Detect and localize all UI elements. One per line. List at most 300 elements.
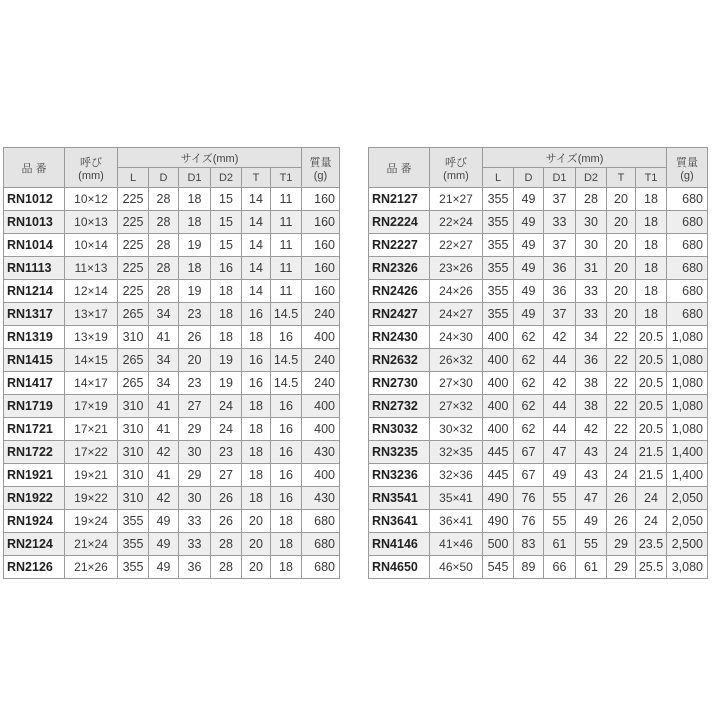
cell-D: 62 [514, 372, 544, 395]
header-D2: D2 [576, 168, 607, 188]
cell-T1: 20.5 [636, 418, 667, 441]
cell-code: RN4650 [369, 556, 430, 579]
cell-D1: 26 [179, 326, 211, 349]
cell-T: 18 [242, 487, 271, 510]
cell-D: 76 [514, 510, 544, 533]
header-T: T [242, 168, 271, 188]
cell-L: 355 [483, 234, 514, 257]
cell-L: 310 [118, 487, 149, 510]
cell-T1: 16 [271, 441, 302, 464]
cell-L: 355 [118, 533, 149, 556]
cell-D2: 16 [211, 257, 242, 280]
cell-nominal: 30×32 [430, 418, 483, 441]
cell-T1: 18 [636, 211, 667, 234]
table-row [4, 188, 340, 211]
cell-code: RN2124 [4, 533, 65, 556]
cell-L: 265 [118, 303, 149, 326]
cell-nominal: 19×21 [65, 464, 118, 487]
header-D1: D1 [179, 168, 211, 188]
cell-code: RN1317 [4, 303, 65, 326]
cell-D: 42 [149, 441, 179, 464]
cell-L: 225 [118, 188, 149, 211]
table-row [4, 395, 340, 418]
cell-code: RN1921 [4, 464, 65, 487]
cell-D2: 30 [576, 211, 607, 234]
cell-D1: 29 [179, 464, 211, 487]
cell-code: RN1012 [4, 188, 65, 211]
cell-D1: 19 [179, 280, 211, 303]
table-row [369, 395, 708, 418]
cell-D2: 31 [576, 257, 607, 280]
cell-L: 310 [118, 395, 149, 418]
cell-T: 14 [242, 257, 271, 280]
cell-D2: 28 [211, 533, 242, 556]
cell-code: RN2730 [369, 372, 430, 395]
cell-D2: 18 [211, 280, 242, 303]
table-row [369, 234, 708, 257]
cell-code: RN1924 [4, 510, 65, 533]
cell-code: RN2632 [369, 349, 430, 372]
cell-D: 34 [149, 303, 179, 326]
header-nominal-unit: (mm) [78, 169, 104, 182]
cell-code: RN3641 [369, 510, 430, 533]
cell-weight: 3,080 [667, 556, 708, 579]
table-row [4, 418, 340, 441]
cell-D1: 19 [179, 234, 211, 257]
cell-nominal: 10×12 [65, 188, 118, 211]
table-row [369, 303, 708, 326]
table-body-left [4, 188, 340, 579]
cell-T1: 18 [636, 280, 667, 303]
cell-D1: 44 [544, 395, 576, 418]
cell-L: 225 [118, 280, 149, 303]
cell-weight: 680 [667, 234, 708, 257]
cell-weight: 430 [302, 441, 340, 464]
cell-L: 355 [118, 556, 149, 579]
cell-D1: 23 [179, 372, 211, 395]
cell-D1: 37 [544, 303, 576, 326]
spec-table-left [3, 147, 340, 579]
cell-T: 20 [607, 257, 636, 280]
cell-D1: 42 [544, 326, 576, 349]
cell-D2: 27 [211, 464, 242, 487]
cell-L: 355 [483, 280, 514, 303]
cell-T1: 11 [271, 188, 302, 211]
cell-D1: 37 [544, 234, 576, 257]
cell-D1: 44 [544, 418, 576, 441]
table-row [369, 280, 708, 303]
header-T: T [607, 168, 636, 188]
cell-D1: 44 [544, 349, 576, 372]
cell-D: 28 [149, 188, 179, 211]
cell-D1: 55 [544, 510, 576, 533]
table-row [369, 418, 708, 441]
cell-T: 20 [242, 510, 271, 533]
cell-T: 14 [242, 234, 271, 257]
header-nominal-label: 呼び [80, 156, 102, 169]
cell-weight: 240 [302, 372, 340, 395]
cell-nominal: 14×15 [65, 349, 118, 372]
cell-D: 49 [514, 211, 544, 234]
cell-nominal: 22×24 [430, 211, 483, 234]
cell-T1: 16 [271, 487, 302, 510]
cell-T: 26 [607, 487, 636, 510]
cell-T1: 11 [271, 280, 302, 303]
cell-D: 49 [149, 510, 179, 533]
cell-weight: 1,400 [667, 464, 708, 487]
cell-D2: 15 [211, 211, 242, 234]
cell-D1: 33 [179, 533, 211, 556]
header-nominal [65, 148, 118, 188]
cell-code: RN1719 [4, 395, 65, 418]
cell-D2: 30 [576, 234, 607, 257]
cell-T: 18 [242, 418, 271, 441]
cell-D2: 24 [211, 395, 242, 418]
cell-D2: 38 [576, 395, 607, 418]
cell-T: 22 [607, 372, 636, 395]
header-code: 品 番 [369, 148, 430, 188]
cell-D: 67 [514, 441, 544, 464]
cell-T1: 18 [271, 556, 302, 579]
cell-D1: 30 [179, 487, 211, 510]
cell-L: 490 [483, 510, 514, 533]
cell-weight: 680 [302, 510, 340, 533]
header-weight-label: 質量 [676, 156, 698, 169]
cell-D2: 24 [211, 418, 242, 441]
cell-code: RN2126 [4, 556, 65, 579]
cell-nominal: 24×30 [430, 326, 483, 349]
cell-D: 41 [149, 326, 179, 349]
cell-T: 18 [242, 464, 271, 487]
cell-L: 225 [118, 211, 149, 234]
cell-weight: 430 [302, 487, 340, 510]
cell-T: 22 [607, 418, 636, 441]
table-row [369, 211, 708, 234]
table-row [369, 349, 708, 372]
cell-T1: 20.5 [636, 395, 667, 418]
header-D2: D2 [211, 168, 242, 188]
cell-T: 20 [607, 234, 636, 257]
cell-L: 265 [118, 349, 149, 372]
cell-L: 500 [483, 533, 514, 556]
cell-D2: 26 [211, 487, 242, 510]
cell-code: RN3541 [369, 487, 430, 510]
cell-weight: 240 [302, 349, 340, 372]
table-row [4, 349, 340, 372]
cell-code: RN1722 [4, 441, 65, 464]
table-row [4, 303, 340, 326]
cell-nominal: 19×24 [65, 510, 118, 533]
cell-T: 24 [607, 464, 636, 487]
cell-L: 265 [118, 372, 149, 395]
cell-T: 20 [242, 556, 271, 579]
cell-T: 22 [607, 326, 636, 349]
cell-code: RN2426 [369, 280, 430, 303]
cell-L: 310 [118, 441, 149, 464]
cell-code: RN2427 [369, 303, 430, 326]
cell-D1: 18 [179, 188, 211, 211]
header-size: サイズ(mm) [483, 148, 667, 168]
cell-D2: 19 [211, 372, 242, 395]
cell-T: 26 [607, 510, 636, 533]
cell-T1: 18 [636, 257, 667, 280]
cell-weight: 160 [302, 188, 340, 211]
cell-D2: 18 [211, 326, 242, 349]
header-weight-label: 質量 [309, 156, 332, 169]
cell-code: RN1214 [4, 280, 65, 303]
table-row [369, 556, 708, 579]
cell-D: 34 [149, 349, 179, 372]
cell-T1: 21.5 [636, 464, 667, 487]
cell-weight: 400 [302, 464, 340, 487]
cell-T1: 18 [271, 510, 302, 533]
cell-T: 16 [242, 372, 271, 395]
cell-code: RN1922 [4, 487, 65, 510]
cell-D1: 49 [544, 464, 576, 487]
cell-T: 14 [242, 211, 271, 234]
cell-L: 310 [118, 326, 149, 349]
cell-T1: 16 [271, 464, 302, 487]
header-T1: T1 [636, 168, 667, 188]
cell-T1: 24 [636, 487, 667, 510]
cell-D: 28 [149, 280, 179, 303]
cell-weight: 680 [667, 257, 708, 280]
cell-code: RN2127 [369, 188, 430, 211]
cell-D: 42 [149, 487, 179, 510]
cell-weight: 680 [667, 188, 708, 211]
table-body-right [369, 188, 708, 579]
cell-code: RN2224 [369, 211, 430, 234]
cell-T1: 18 [271, 533, 302, 556]
cell-D: 76 [514, 487, 544, 510]
cell-D: 34 [149, 372, 179, 395]
cell-weight: 400 [302, 326, 340, 349]
cell-D: 49 [149, 533, 179, 556]
cell-T: 16 [242, 349, 271, 372]
table-row [4, 234, 340, 257]
cell-D2: 43 [576, 464, 607, 487]
cell-D2: 28 [211, 556, 242, 579]
cell-code: RN1417 [4, 372, 65, 395]
cell-D2: 34 [576, 326, 607, 349]
cell-T: 18 [242, 441, 271, 464]
cell-D2: 49 [576, 510, 607, 533]
cell-D1: 18 [179, 257, 211, 280]
cell-T1: 18 [636, 234, 667, 257]
cell-D1: 61 [544, 533, 576, 556]
cell-nominal: 27×30 [430, 372, 483, 395]
cell-T1: 18 [636, 303, 667, 326]
cell-code: RN3235 [369, 441, 430, 464]
cell-D2: 42 [576, 418, 607, 441]
cell-D: 41 [149, 464, 179, 487]
cell-T: 20 [607, 303, 636, 326]
cell-T1: 11 [271, 211, 302, 234]
cell-nominal: 10×13 [65, 211, 118, 234]
table-row [4, 211, 340, 234]
cell-T1: 20.5 [636, 326, 667, 349]
cell-nominal: 13×17 [65, 303, 118, 326]
cell-D: 49 [514, 257, 544, 280]
cell-D2: 15 [211, 188, 242, 211]
table-row [369, 441, 708, 464]
cell-D1: 37 [544, 188, 576, 211]
cell-nominal: 14×17 [65, 372, 118, 395]
cell-T1: 16 [271, 326, 302, 349]
cell-weight: 400 [302, 395, 340, 418]
table-row [369, 533, 708, 556]
header-L: L [118, 168, 149, 188]
cell-T1: 24 [636, 510, 667, 533]
cell-code: RN1319 [4, 326, 65, 349]
cell-D: 28 [149, 234, 179, 257]
cell-L: 400 [483, 349, 514, 372]
header-nominal-label: 呼び [445, 156, 467, 169]
cell-D1: 18 [179, 211, 211, 234]
cell-weight: 160 [302, 257, 340, 280]
cell-weight: 680 [302, 533, 340, 556]
cell-nominal: 22×27 [430, 234, 483, 257]
cell-D: 49 [514, 303, 544, 326]
cell-code: RN1013 [4, 211, 65, 234]
cell-T1: 21.5 [636, 441, 667, 464]
header-nominal-unit: (mm) [443, 169, 469, 182]
cell-D: 67 [514, 464, 544, 487]
cell-T1: 18 [636, 188, 667, 211]
cell-D1: 27 [179, 395, 211, 418]
cell-nominal: 17×22 [65, 441, 118, 464]
cell-T1: 11 [271, 257, 302, 280]
cell-L: 355 [118, 510, 149, 533]
cell-nominal: 19×22 [65, 487, 118, 510]
cell-D1: 33 [544, 211, 576, 234]
table-row [369, 487, 708, 510]
cell-T: 14 [242, 280, 271, 303]
header-weight [302, 148, 340, 188]
cell-weight: 160 [302, 234, 340, 257]
cell-weight: 680 [667, 280, 708, 303]
table-row [369, 257, 708, 280]
cell-L: 400 [483, 326, 514, 349]
cell-D2: 26 [211, 510, 242, 533]
cell-weight: 1,080 [667, 326, 708, 349]
cell-D2: 19 [211, 349, 242, 372]
cell-T1: 14.5 [271, 349, 302, 372]
table-row [369, 464, 708, 487]
cell-T: 22 [607, 349, 636, 372]
cell-T1: 11 [271, 234, 302, 257]
cell-D: 28 [149, 211, 179, 234]
cell-T1: 16 [271, 395, 302, 418]
cell-D1: 36 [544, 280, 576, 303]
cell-weight: 400 [302, 418, 340, 441]
cell-nominal: 17×19 [65, 395, 118, 418]
cell-L: 355 [483, 303, 514, 326]
cell-D1: 30 [179, 441, 211, 464]
cell-code: RN3032 [369, 418, 430, 441]
cell-L: 545 [483, 556, 514, 579]
cell-L: 310 [118, 418, 149, 441]
cell-weight: 680 [667, 211, 708, 234]
cell-D2: 36 [576, 349, 607, 372]
cell-T: 22 [607, 395, 636, 418]
spec-table-right [368, 147, 708, 579]
cell-D2: 15 [211, 234, 242, 257]
header-weight-unit: (g) [680, 169, 694, 182]
header-nominal [430, 148, 483, 188]
cell-L: 355 [483, 188, 514, 211]
cell-L: 310 [118, 464, 149, 487]
cell-code: RN1014 [4, 234, 65, 257]
cell-D1: 29 [179, 418, 211, 441]
cell-code: RN1415 [4, 349, 65, 372]
cell-D: 62 [514, 326, 544, 349]
cell-D2: 43 [576, 441, 607, 464]
table-row [369, 510, 708, 533]
cell-nominal: 26×32 [430, 349, 483, 372]
cell-L: 490 [483, 487, 514, 510]
cell-T1: 23.5 [636, 533, 667, 556]
table-row [4, 372, 340, 395]
cell-nominal: 36×41 [430, 510, 483, 533]
cell-weight: 240 [302, 303, 340, 326]
cell-nominal: 21×26 [65, 556, 118, 579]
header-D1: D1 [544, 168, 576, 188]
cell-T: 20 [242, 533, 271, 556]
cell-D1: 55 [544, 487, 576, 510]
cell-D1: 66 [544, 556, 576, 579]
cell-code: RN3236 [369, 464, 430, 487]
cell-nominal: 24×26 [430, 280, 483, 303]
header-D: D [149, 168, 179, 188]
cell-nominal: 32×36 [430, 464, 483, 487]
cell-weight: 2,050 [667, 510, 708, 533]
table-row [369, 326, 708, 349]
cell-D2: 55 [576, 533, 607, 556]
cell-D2: 28 [576, 188, 607, 211]
cell-D: 83 [514, 533, 544, 556]
cell-nominal: 21×24 [65, 533, 118, 556]
table-row [4, 510, 340, 533]
cell-D: 49 [514, 280, 544, 303]
cell-nominal: 32×35 [430, 441, 483, 464]
cell-T: 24 [607, 441, 636, 464]
cell-D1: 47 [544, 441, 576, 464]
cell-nominal: 46×50 [430, 556, 483, 579]
table-row [4, 533, 340, 556]
cell-L: 355 [483, 257, 514, 280]
cell-T: 20 [607, 188, 636, 211]
cell-nominal: 41×46 [430, 533, 483, 556]
cell-weight: 680 [667, 303, 708, 326]
cell-T: 14 [242, 188, 271, 211]
cell-T1: 25.5 [636, 556, 667, 579]
cell-T1: 14.5 [271, 303, 302, 326]
cell-D1: 36 [179, 556, 211, 579]
cell-weight: 1,080 [667, 372, 708, 395]
cell-code: RN2227 [369, 234, 430, 257]
cell-D: 41 [149, 418, 179, 441]
cell-L: 225 [118, 257, 149, 280]
cell-weight: 1,080 [667, 395, 708, 418]
cell-L: 355 [483, 211, 514, 234]
cell-T1: 16 [271, 418, 302, 441]
table-row [369, 188, 708, 211]
cell-weight: 1,080 [667, 349, 708, 372]
cell-D: 28 [149, 257, 179, 280]
cell-weight: 1,080 [667, 418, 708, 441]
cell-L: 445 [483, 464, 514, 487]
